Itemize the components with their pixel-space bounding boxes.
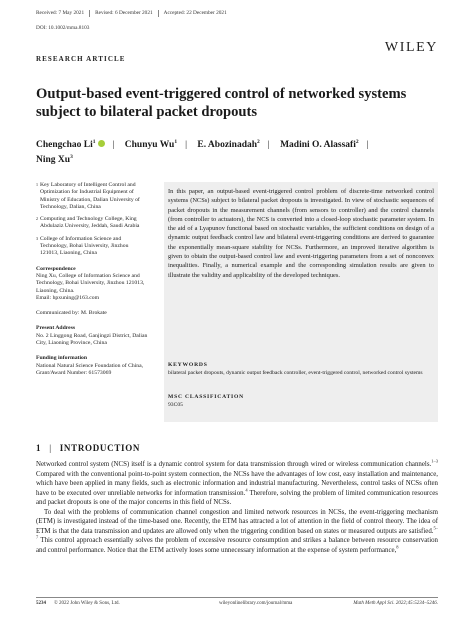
- text-run: This control approach essentially solves the problem of excessive resource consumption and strikes a balance between resource conservation and control performance. Notice that the ETM actively loses some unnecessary information at the expense of system performance,: [36, 537, 438, 554]
- funding-text: National Natural Science Foundation of China, Grant/Award Number: 61573069: [36, 362, 144, 376]
- article-type: RESEARCH ARTICLE: [36, 55, 126, 63]
- author-affiliation-ref: 1: [92, 138, 96, 145]
- communicated-by: Communicated by: M. Brokate: [36, 310, 107, 317]
- article-sidebar: [36, 182, 148, 381]
- author-separator: |: [366, 140, 369, 150]
- author-name[interactable]: Chunyu Wu: [124, 140, 175, 150]
- paragraph: [36, 508, 438, 556]
- author-name[interactable]: Ning Xu: [36, 155, 71, 165]
- keywords-text: bilateral packet dropouts, dynamic output feedback controller, event-triggered control, networked control systems: [168, 370, 423, 376]
- revised-date: Revised: 6 December 2021: [89, 10, 158, 17]
- citation-ref[interactable]: 5–7: [36, 525, 438, 541]
- author-name[interactable]: Madini O. Alassafi: [280, 140, 356, 150]
- author-name[interactable]: Chengchao Li: [36, 140, 93, 150]
- text-run: Therefore, solving the problem of limited communication resources and packet dropouts is one of the major concerns in this field of NCSs.: [36, 489, 438, 507]
- page-footer: [36, 601, 438, 606]
- author-affiliation-ref: 2: [355, 138, 359, 145]
- author-separator: |: [112, 140, 115, 150]
- article-dates: [36, 10, 232, 17]
- author-affiliation-ref: 1: [174, 138, 178, 145]
- paragraph: [36, 460, 438, 508]
- affiliation: [36, 236, 148, 258]
- copyright: © 2022 John Wiley & Sons, Ltd.: [54, 601, 120, 606]
- citation-ref[interactable]: 8: [396, 544, 399, 550]
- citation-info: Math Meth Appl Sci. 2022;45:5234–5246.: [353, 601, 438, 606]
- affiliation-number: 3: [36, 235, 38, 241]
- msc-text: 93C05: [168, 402, 183, 408]
- correspondence-heading: Correspondence: [36, 265, 76, 272]
- doi[interactable]: DOI: 10.1002/mma.8103: [36, 25, 90, 31]
- journal-url[interactable]: wileyonlinelibrary.com/journal/mma: [219, 601, 293, 606]
- accepted-date: Accepted: 22 December 2021: [158, 10, 232, 17]
- present-address-heading: Present Address: [36, 325, 76, 332]
- citation-ref[interactable]: 4: [245, 487, 248, 493]
- section-divider: |: [49, 443, 52, 453]
- correspondence-email[interactable]: Email: hpxuning@163.com: [36, 294, 100, 301]
- keywords-heading: KEYWORDS: [168, 362, 208, 368]
- present-address-text: No. 2 Linggong Road, Ganjingzi District, Dalian City, Liaoning Province, China: [36, 332, 148, 347]
- citation-ref[interactable]: 1–3: [431, 458, 438, 464]
- orcid-icon[interactable]: [98, 140, 105, 147]
- text-run: To deal with the problems of communication channel congestion and limited network resources in NCSs, the event-triggering mechanism (ETM) is investigated instead of the time-based one. Recently, the ETM has attracted a lot of attention in the field of control theory. The idea of ETM is that the data transmission and updates are allowed only when the triggering condition based on states or measured outputs are satisfied.: [36, 508, 438, 535]
- text-run: Networked control system (NCS) itself is a dynamic control system for data transmission through wired or wireless communication channels.: [36, 461, 432, 468]
- affiliation-text: Key Laboratory of Intelligent Control and Optimization for Industrial Equipment of Ministry of Education, Dalian University of Technology, Dalian, China: [40, 182, 140, 210]
- author-separator: |: [185, 140, 187, 150]
- msc-heading: MSC CLASSIFICATION: [168, 394, 244, 400]
- author-list: [36, 138, 436, 168]
- abstract-box: [164, 182, 438, 422]
- publisher-logo: WILEY: [384, 40, 438, 55]
- affiliation-number: 2: [36, 216, 38, 222]
- author-affiliation-ref: 2: [257, 138, 260, 145]
- correspondence-text: Ning Xu, College of Information Science and Technology, Bohai University, Jinzhou 121013, Liaoning, China.: [36, 272, 145, 294]
- funding-heading: Funding information: [36, 355, 88, 362]
- page-number: 5234: [36, 601, 46, 606]
- section-title: INTRODUCTION: [59, 443, 141, 453]
- affiliation-text: Computing and Technology College, King Abdulaziz University, Jeddah, Saudi Arabia: [40, 216, 140, 230]
- body-text: [36, 460, 438, 555]
- text-run: Compared with the conventional point-to-point system connection, the NCSs have the advantages of low cost, easy installation and maintenance, which have been applied in many fields, such as electronic information and industrial manufacturing. Nevertheless, control tasks of NCSs often have to be executed over unreliable networks for information transmission.: [36, 470, 438, 497]
- author-separator: |: [267, 140, 270, 150]
- received-date: Received: 7 May 2021: [36, 10, 85, 16]
- footer-divider: [36, 597, 438, 598]
- abstract-text: In this paper, an output-based event-triggered control problem of discrete-time networked control systems (NCSs) subject to bilateral packet dropouts is investigated. In view of stochastic sequences of packet dropouts in the measurement channels (from sensors to controller) and the control channels (from controller to actuators), the NCS is converted into a closed-loop stochastic parameter system. In the aid of a Lyapunov functional based on stochastic variables, the sufficient conditions on design of a dynamic output feedback control law and bilateral event-triggering conditions are derived to guarantee the exponentially mean-square stability for NCSs. Furthermore, an improved iterative algorithm is given to obtain the output-based control law and event-triggering parameters from a set of nonconvex inequalities. Finally, a numerical example and the corresponding simulation results are given to illustrate the validity and applicability of the developed techniques.: [168, 188, 434, 279]
- author-affiliation-ref: 3: [70, 153, 73, 160]
- affiliation-text: College of Information Science and Technology, Bohai University, Jinzhou 121013, Liaoning, China: [40, 235, 129, 257]
- article-title: Output-based event-triggered control of networked systems subject to bilateral packet dropouts: [36, 86, 407, 120]
- section-number: 1: [36, 443, 42, 453]
- affiliation: [36, 216, 148, 231]
- affiliation: [36, 182, 148, 211]
- section-heading: [36, 443, 140, 453]
- author-name[interactable]: E. Abozinadah: [197, 140, 258, 150]
- affiliation-number: 1: [36, 182, 38, 187]
